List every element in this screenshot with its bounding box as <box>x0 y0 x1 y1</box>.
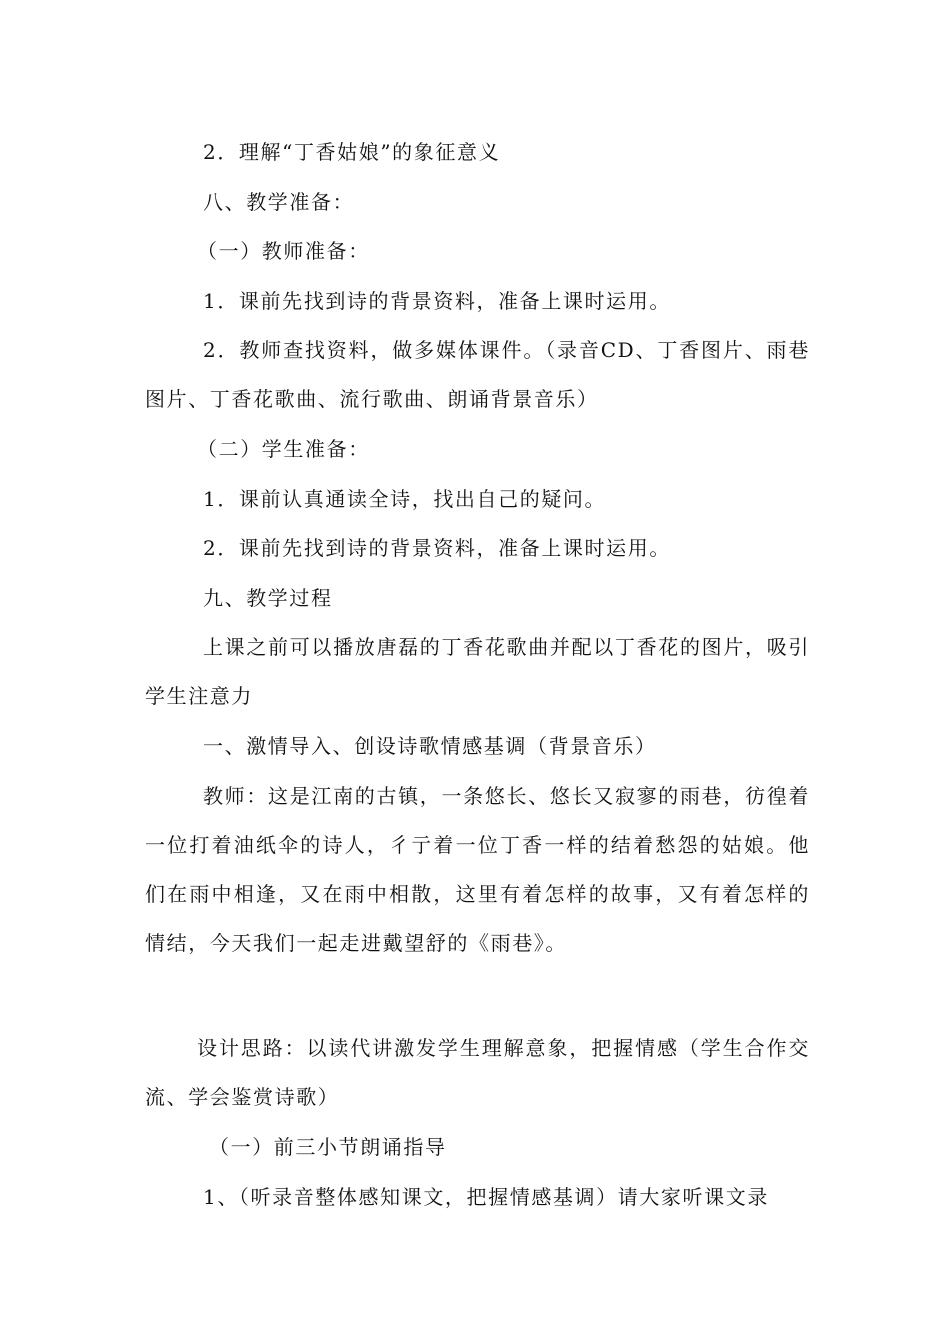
paragraph-teacher-speech: 教师：这是江南的古镇，一条悠长、悠长又寂寥的雨巷，彷徨着一位打着油纸伞的诗人，彳亍着一位丁香一样的结着愁怨的姑娘。他们在雨中相逢，又在雨中相散，这里有着怎样的故事，又有着怎样的情结，今天我们一起走进戴望舒的《雨巷》。 <box>145 784 810 955</box>
paragraph-student-prep-1: 1．课前认真通读全诗，找出自己的疑问。 <box>203 487 607 511</box>
heading-teaching-preparation: 八、教学准备： <box>203 190 355 214</box>
subheading-student-preparation: （二）学生准备： <box>197 437 370 461</box>
subheading-recitation-guide: （一）前三小节朗诵指导 <box>209 1135 447 1159</box>
paragraph-before-class: 上课之前可以播放唐磊的丁香花歌曲并配以丁香花的图片，吸引学生注意力 <box>145 635 810 708</box>
paragraph-listen-recording: 1、（听录音整体感知课文，把握情感基调）请大家听课文录 <box>203 1185 769 1209</box>
heading-teaching-process: 九、教学过程 <box>203 586 333 610</box>
paragraph-objective-2: 2．理解“丁香姑娘”的象征意义 <box>203 140 501 164</box>
subheading-teacher-preparation: （一）教师准备： <box>197 239 370 263</box>
paragraph-teacher-prep-2: 2．教师查找资料，做多媒体课件。（录音CD、丁香图片、雨巷图片、丁香花歌曲、流行歌曲、朗诵背景音乐） <box>145 338 810 411</box>
paragraph-design-idea: 设计思路：以读代讲激发学生理解意象，把握情感（学生合作交流、学会鉴赏诗歌） <box>145 1036 810 1109</box>
heading-introduction: 一、激情导入、创设诗歌情感基调（背景音乐） <box>203 734 657 758</box>
paragraph-student-prep-2: 2．课前先找到诗的背景资料，准备上课时运用。 <box>203 536 671 560</box>
paragraph-teacher-prep-1: 1．课前先找到诗的背景资料，准备上课时运用。 <box>203 289 671 313</box>
